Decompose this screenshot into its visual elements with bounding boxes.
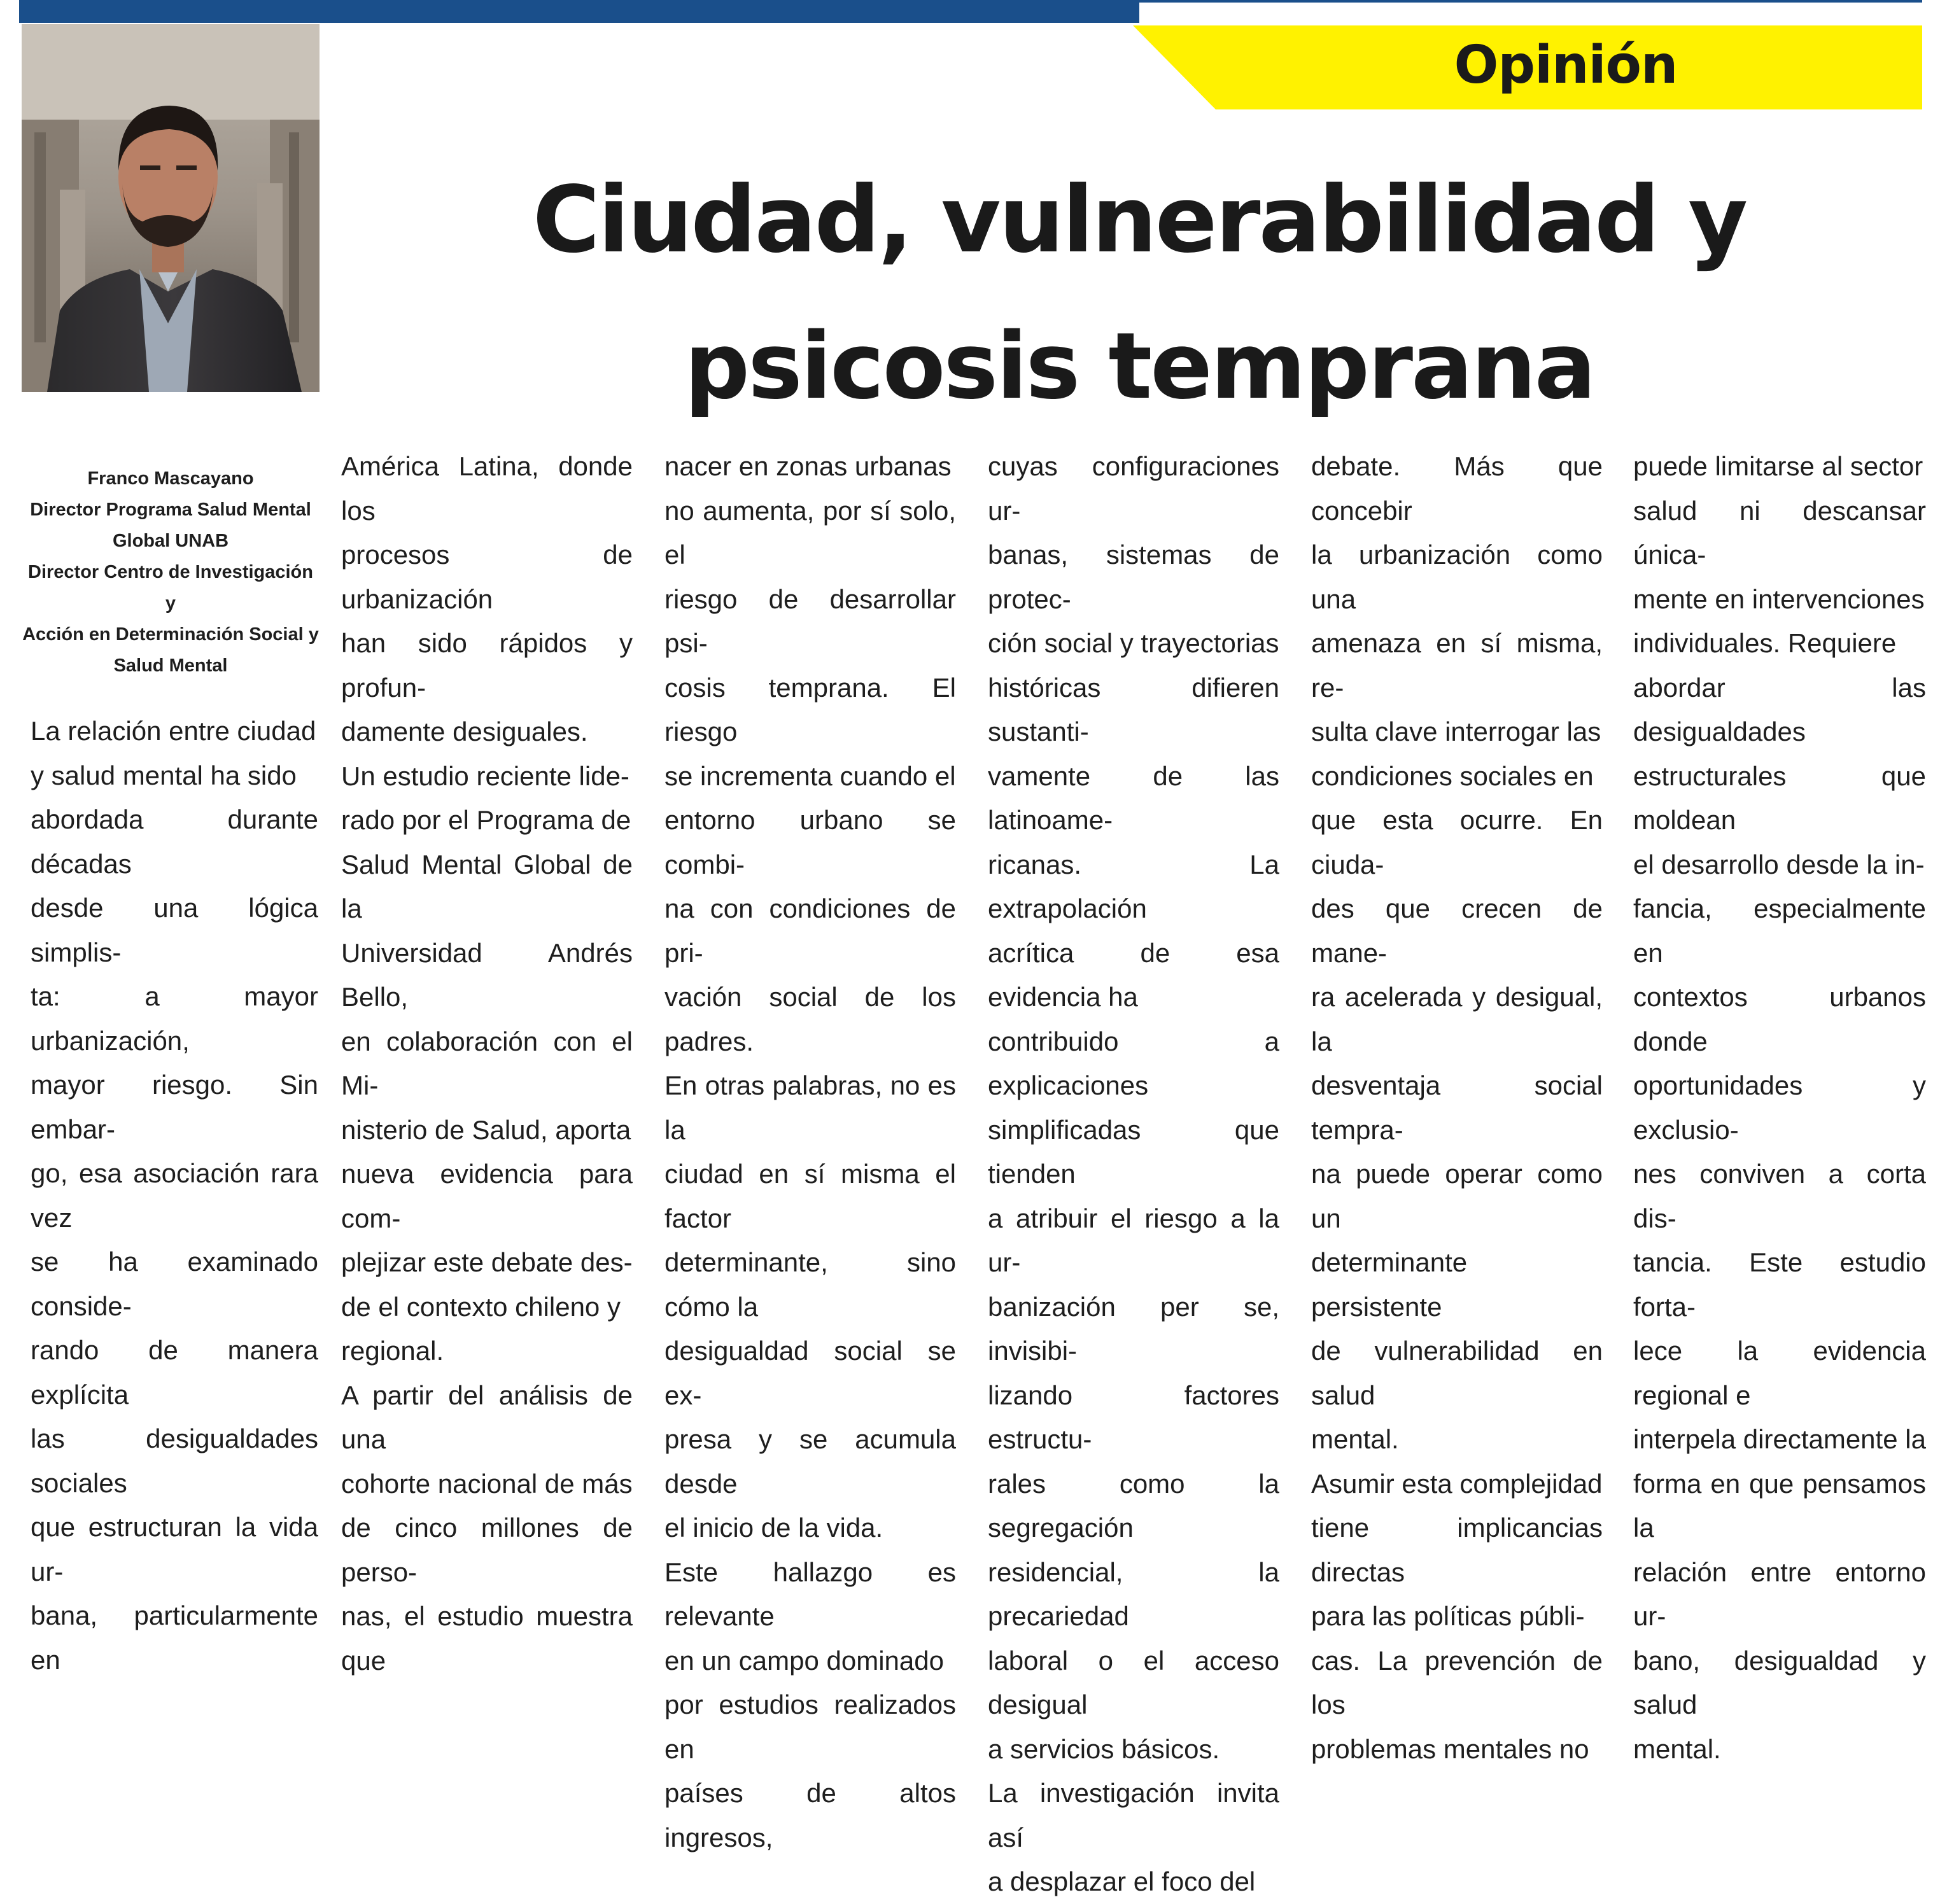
body-text-line: rales como la segregación — [988, 1468, 1279, 1543]
body-text-line: salud ni descansar única- — [1633, 495, 1926, 570]
body-text-line: a desplazar el foco del — [988, 1866, 1256, 1896]
body-text-line: debate. Más que concebir — [1311, 451, 1603, 526]
body-text-line: A partir del análisis de una — [341, 1380, 633, 1454]
body-text-line: fancia, especialmente en — [1633, 893, 1926, 968]
body-text-line: Asumir esta complejidad — [1311, 1468, 1603, 1499]
body-text-line: de el contexto chileno y — [341, 1291, 621, 1322]
body-text-line: contextos urbanos donde — [1633, 982, 1926, 1056]
body-text-line: sulta clave interrogar las — [1311, 717, 1601, 746]
body-text-line: a atribuir el riesgo a la ur- — [988, 1203, 1279, 1277]
body-text-line: de vulnerabilidad en salud — [1311, 1336, 1603, 1410]
body-column-6 — [1633, 444, 1926, 1771]
body-column-4 — [988, 444, 1279, 1904]
body-text-line: Este hallazgo es relevante — [664, 1557, 956, 1631]
body-text-line: nas, el estudio muestra que — [341, 1601, 633, 1676]
body-text-line: plejizar este debate des- — [341, 1247, 633, 1277]
body-text-line: oportunidades y exclusio- — [1633, 1070, 1926, 1145]
body-text-line: relación entre entorno ur- — [1633, 1557, 1926, 1631]
body-text-line: vamente de las latinoame- — [988, 760, 1279, 835]
body-text-line: presa y se acumula desde — [664, 1424, 956, 1499]
body-text-line: condiciones sociales en — [1311, 760, 1594, 791]
body-text-line: para las políticas públi- — [1311, 1601, 1585, 1631]
body-text-line: ción social y trayectorias — [988, 628, 1279, 658]
body-column-2 — [341, 444, 633, 1683]
body-text-line: damente desiguales. — [341, 717, 588, 746]
author-title-line: Director Programa Salud Mental — [30, 500, 311, 520]
body-text-line: en un campo dominado — [664, 1645, 944, 1676]
body-text-line: tancia. Este estudio forta- — [1633, 1247, 1926, 1322]
body-text-line: go, esa asociación rara vez — [31, 1158, 318, 1233]
body-text-line: nueva evidencia para com- — [341, 1159, 633, 1233]
body-text-line: bana, particularmente en — [31, 1600, 318, 1675]
author-byline — [22, 463, 320, 682]
body-text-line: Universidad Andrés Bello, — [341, 937, 633, 1012]
body-text-line: regional. — [341, 1336, 444, 1366]
body-text-line: abordar las desigualdades — [1633, 672, 1926, 746]
body-text-line: se ha examinado conside- — [31, 1247, 318, 1321]
body-text-line: entorno urbano se combi- — [664, 805, 956, 879]
body-text-line: por estudios realizados en — [664, 1690, 956, 1764]
body-text-line: interpela directamente la — [1633, 1424, 1926, 1454]
body-column-3 — [664, 444, 956, 1859]
body-text-line: problemas mentales no — [1311, 1733, 1589, 1764]
body-text-line: ciudad en sí misma el factor — [664, 1159, 956, 1233]
body-text-line: acrítica de esa evidencia ha — [988, 937, 1279, 1012]
author-title-line: Director Centro de Investigación y — [28, 562, 313, 613]
body-text-line: bano, desigualdad y salud — [1633, 1645, 1926, 1719]
body-text-line: abordada durante décadas — [31, 804, 318, 879]
header-rule — [1120, 0, 1922, 3]
body-text-line: el desarrollo desde la in- — [1633, 849, 1925, 879]
body-text-line: La relación entre ciudad — [31, 716, 316, 746]
body-text-line: y salud mental ha sido — [31, 760, 297, 790]
body-text-line: de cinco millones de perso- — [341, 1513, 633, 1587]
body-text-line: ta: a mayor urbanización, — [31, 981, 318, 1056]
body-text-line: amenaza en sí misma, re- — [1311, 628, 1603, 703]
body-text-line: forma en que pensamos la — [1633, 1468, 1926, 1543]
body-text-line: ricanas. La extrapolación — [988, 849, 1279, 923]
author-photo — [22, 24, 320, 392]
body-text-line: desventaja social tempra- — [1311, 1070, 1603, 1145]
body-text-line: individuales. Requiere — [1633, 628, 1897, 658]
author-name: Franco Mascayano — [87, 468, 254, 489]
body-text-line: determinante, sino cómo la — [664, 1247, 956, 1322]
headline-line-2: psicosis temprana — [684, 312, 1594, 419]
headline — [356, 146, 1922, 439]
body-text-line: lece la evidencia regional e — [1633, 1336, 1926, 1410]
body-text-line: puede limitarse al sector — [1633, 451, 1923, 481]
body-text-line: cuyas configuraciones ur- — [988, 451, 1279, 526]
body-text-line: desigualdad social se ex- — [664, 1336, 956, 1410]
body-text-line: lizando factores estructu- — [988, 1380, 1279, 1454]
body-text-line: el inicio de la vida. — [664, 1513, 883, 1543]
body-text-line: nes conviven a corta dis- — [1633, 1159, 1926, 1233]
body-column-5 — [1311, 444, 1603, 1771]
body-text-line: mental. — [1311, 1424, 1399, 1454]
body-text-line: determinante persistente — [1311, 1247, 1468, 1322]
author-title-line: Acción en Determinación Social y — [22, 624, 319, 645]
body-text-line: tiene implicancias directas — [1311, 1513, 1603, 1587]
body-text-line: en colaboración con el Mi- — [341, 1026, 633, 1100]
body-text-line: desde una lógica simplis- — [31, 893, 318, 967]
body-text-line: no aumenta, por sí solo, el — [664, 495, 956, 570]
body-text-line: han sido rápidos y profun- — [341, 628, 633, 703]
headline-line-1: Ciudad, vulnerabilidad y — [532, 166, 1747, 273]
body-text-line: vación social de los padres. — [664, 982, 956, 1056]
body-text-line: que estructuran la vida ur- — [31, 1512, 318, 1586]
body-text-line: estructurales que moldean — [1633, 760, 1926, 835]
body-text-line: residencial, la precariedad — [988, 1557, 1279, 1631]
body-text-line: nisterio de Salud, aporta — [341, 1114, 631, 1145]
body-text-line: banas, sistemas de protec- — [988, 540, 1279, 614]
body-text-line: la urbanización como una — [1311, 540, 1603, 614]
body-text-line: contribuido a explicaciones — [988, 1026, 1279, 1100]
author-title-line: Global UNAB — [112, 531, 229, 551]
body-text-line: banización per se, invisibi- — [988, 1291, 1279, 1366]
body-text-line: En otras palabras, no es la — [664, 1070, 956, 1145]
section-label: Opinión — [1454, 35, 1678, 95]
body-text-line: mayor riesgo. Sin embar- — [31, 1070, 318, 1144]
body-text-line: América Latina, donde los — [341, 451, 633, 526]
body-text-line: cohorte nacional de más — [341, 1468, 633, 1499]
author-title-line: Salud Mental — [113, 655, 228, 676]
body-text-line: mente en intervenciones — [1633, 584, 1925, 614]
body-text-line: a servicios básicos. — [988, 1733, 1220, 1764]
body-text-line: ra acelerada y desigual, la — [1311, 982, 1603, 1056]
body-text-line: laboral o el acceso desigual — [988, 1645, 1279, 1719]
body-text-line: procesos de urbanización — [341, 540, 633, 614]
body-column-1 — [31, 709, 318, 1682]
body-text-line: simplificadas que tienden — [988, 1114, 1279, 1189]
header-bar — [19, 0, 1139, 23]
body-text-line: países de altos ingresos, — [664, 1778, 956, 1852]
body-text-line: Un estudio reciente lide- — [341, 760, 629, 791]
body-text-line: históricas difieren sustanti- — [988, 672, 1279, 746]
body-text-line: rado por el Programa de — [341, 805, 631, 835]
body-text-line: na con condiciones de pri- — [664, 893, 956, 968]
body-text-line: na puede operar como un — [1311, 1159, 1603, 1233]
body-text-line: Salud Mental Global de la — [341, 849, 633, 923]
body-text-line: rando de manera explícita — [31, 1335, 318, 1410]
body-text-line: des que crecen de mane- — [1311, 893, 1603, 968]
body-text-line: riesgo de desarrollar psi- — [664, 584, 956, 658]
body-text-line: que esta ocurre. En ciuda- — [1311, 805, 1603, 879]
body-text-line: se incrementa cuando el — [664, 760, 956, 791]
body-text-line: las desigualdades sociales — [31, 1424, 318, 1498]
body-text-line: cas. La prevención de los — [1311, 1645, 1603, 1719]
body-text-line: nacer en zonas urbanas — [664, 451, 952, 481]
body-text-line: La investigación invita así — [988, 1778, 1279, 1852]
body-text-line: cosis temprana. El riesgo — [664, 672, 956, 746]
body-text-line: mental. — [1633, 1733, 1721, 1764]
